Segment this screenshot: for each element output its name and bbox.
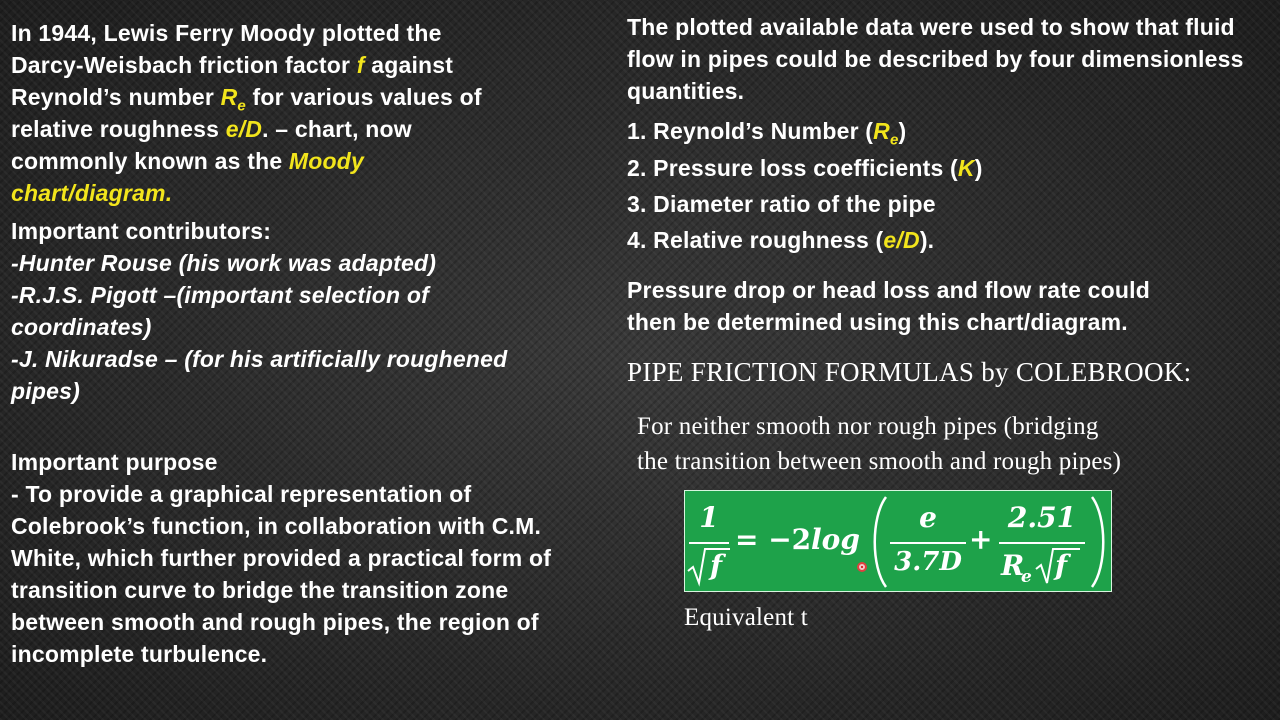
para1-line-1: The plotted available data were used to show that fluid xyxy=(627,14,1235,40)
eq-term2-numerator: 2.51 xyxy=(1007,501,1077,534)
intro-line-6: chart/diagram. xyxy=(11,180,173,206)
intro-line-4: relative roughness e/D. – chart, now xyxy=(11,116,412,142)
equivalent-text: Equivalent t xyxy=(684,604,808,631)
eq-log: log xyxy=(811,523,860,556)
eq-equals-minus-two: = −2 xyxy=(735,523,812,556)
intro-line-2: Darcy-Weisbach friction factor f against xyxy=(11,52,454,78)
list-item-pressure-loss: 2. Pressure loss coefficients (K) xyxy=(627,155,983,181)
purpose-line-6: incomplete turbulence. xyxy=(11,641,268,667)
list-item-reynolds: 1. Reynold’s Number $(R_e)$ xyxy=(627,118,907,149)
right-paren-icon xyxy=(1089,495,1109,589)
para2-line-2: then be determined using this chart/diagram. xyxy=(627,309,1128,335)
list-item-relative-roughness: 4. Relative roughness (e/D). xyxy=(627,227,935,253)
friction-factor-symbol: f xyxy=(356,52,365,78)
transition-line-1: For neither smooth nor rough pipes (bridging xyxy=(637,413,1099,440)
intro-line-5: commonly known as the Moody xyxy=(11,148,365,174)
purpose-line-2: Colebrook’s function, in collaboration with C.M. xyxy=(11,513,542,539)
eq-lhs-denominator: f xyxy=(709,549,723,582)
para2-line-1: Pressure drop or head loss and flow rate could xyxy=(627,277,1150,303)
purpose-heading: Important purpose xyxy=(11,449,218,475)
reynolds-symbol: $R_e$ xyxy=(220,84,246,115)
contributor-nikuradse-cont: pipes) xyxy=(11,378,80,404)
eq-lhs-numerator: 1 xyxy=(699,501,719,534)
eq-term1-numerator: e xyxy=(919,501,937,534)
purpose-line-5: between smooth and rough pipes, the region of xyxy=(11,609,539,635)
intro-line-3: Reynold’s number $R_e$ for various values of xyxy=(11,84,482,115)
relative-roughness-symbol: e/D xyxy=(225,116,263,142)
purpose-line-3: White, which further provided a practical form of xyxy=(11,545,552,571)
para1-line-2: flow in pipes could be described by four dimensionless xyxy=(627,46,1244,72)
eq-term2-denominator: R e f xyxy=(1001,547,1087,587)
contributor-pigott-cont: coordinates) xyxy=(11,314,152,340)
intro-line-1: In 1944, Lewis Ferry Moody plotted the xyxy=(11,20,442,46)
eq-plus: + xyxy=(969,523,993,556)
contributor-pigott: -R.J.S. Pigott –(important selection of xyxy=(11,282,429,308)
purpose-line-1: - To provide a graphical representation of xyxy=(11,481,472,507)
list-item-diameter-ratio: 3. Diameter ratio of the pipe xyxy=(627,191,936,217)
para1-line-3: quantities. xyxy=(627,78,745,104)
contributor-rouse: -Hunter Rouse (his work was adapted) xyxy=(11,250,437,276)
colebrook-equation xyxy=(684,490,1112,592)
pointer-cursor-icon xyxy=(857,562,867,572)
contributor-nikuradse: -J. Nikuradse – (for his artificially roughened xyxy=(11,346,508,372)
eq-term1-denominator: 3.7D xyxy=(894,547,962,577)
contributors-heading: Important contributors: xyxy=(11,218,272,244)
formulas-title: PIPE FRICTION FORMULAS by COLEBROOK: xyxy=(627,357,1192,387)
purpose-line-4: transition curve to bridge the transition zone xyxy=(11,577,509,603)
transition-line-2: the transition between smooth and rough pipes) xyxy=(637,448,1122,475)
